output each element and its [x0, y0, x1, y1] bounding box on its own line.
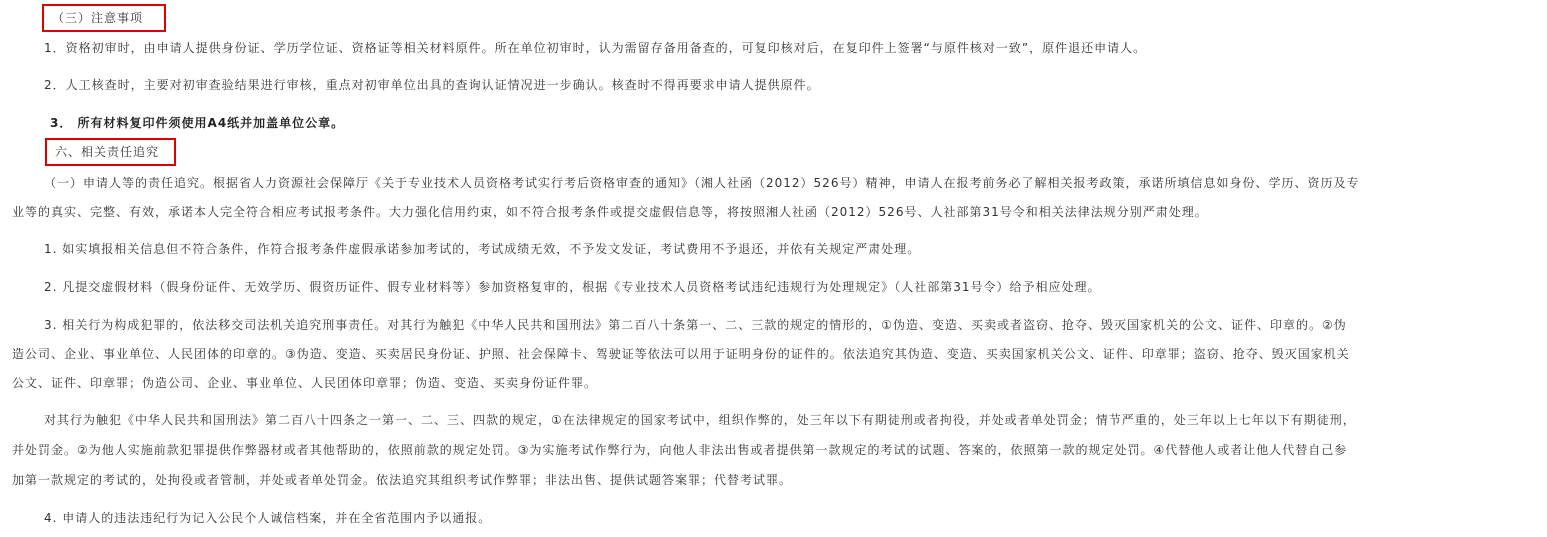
section-heading-notes: （三）注意事项 — [42, 4, 166, 32]
liability-item-3-line-1: 3. 相关行为构成犯罪的，依法移交司法机关追究刑事责任。对其行为触犯《中华人民共和国刑法》第二百八十条第一、二、三款的规定的情形的，①伪造、变造、买卖或者盗窃、抢夺、毁灭国家机关的公文、证件、印章的。②伪 — [44, 318, 1347, 332]
liability-paragraph-2-line-1: 对其行为触犯《中华人民共和国刑法》第二百八十四条之一第一、二、三、四款的规定，①在法律规定的国家考试中，组织作弊的，处三年以下有期徒刑或者拘役，并处或者单处罚金；情节严重的，处三年以上七年以下有期徒刑， — [44, 413, 1356, 427]
liability-paragraph-1-line-2: 业等的真实、完整、有效，承诺本人完全符合相应考试报考条件。大力强化信用约束，如不符合报考条件或提交虚假信息等，将按照湘人社函（2012）526号、人社部第31号令和相关法律法规分别严肃处理。 — [12, 205, 1208, 219]
liability-item-2: 2. 凡提交虚假材料（假身份证件、无效学历、假资历证件、假专业材料等）参加资格复审的，根据《专业技术人员资格考试违纪违规行为处理规定》（人社部第31号令）给予相应处理。 — [44, 280, 1101, 294]
section-heading-liability: 六、相关责任追究 — [45, 138, 176, 166]
notes-item-1: 1．资格初审时，由申请人提供身份证、学历学位证、资格证等相关材料原件。所在单位初审时，认为需留存备用备查的，可复印核对后，在复印件上签署“与原件核对一致”，原件退还申请人。 — [44, 41, 1147, 55]
notes-item-3: 3． 所有材料复印件须使用A4纸并加盖单位公章。 — [50, 116, 345, 130]
liability-paragraph-2-line-3: 加第一款规定的考试的，处拘役或者管制，并处或者单处罚金。依法追究其组织考试作弊罪；非法出售、提供试题答案罪；代替考试罪。 — [12, 473, 793, 487]
liability-item-1: 1. 如实填报相关信息但不符合条件，作符合报考条件虚假承诺参加考试的，考试成绩无效，不予发文发证，考试费用不予退还，并依有关规定严肃处理。 — [44, 242, 921, 256]
liability-paragraph-2-line-2: 并处罚金。②为他人实施前款犯罪提供作弊器材或者其他帮助的，依照前款的规定处罚。③为实施考试作弊行为，向他人非法出售或者提供第一款规定的考试的试题、答案的，依照第一款的规定处罚。④代替他人或者让他人代替自己参 — [12, 443, 1348, 457]
liability-item-3-line-2: 造公司、企业、事业单位、人民团体的印章的。③伪造、变造、买卖居民身份证、护照、社会保障卡、驾驶证等依法可以用于证明身份的证件的。依法追究其伪造、变造、买卖国家机关公文、证件、印章罪；盗窃、抢夺、毁灭国家机关 — [12, 347, 1350, 361]
liability-paragraph-1-line-1: （一）申请人等的责任追究。根据省人力资源社会保障厅《关于专业技术人员资格考试实行考后资格审查的通知》（湘人社函（2012）526号）精神，申请人在报考前务必了解相关报考政策，承诺所填信息如身份、学历、资历及专 — [44, 176, 1360, 190]
notes-item-2: 2．人工核查时，主要对初审查验结果进行审核，重点对初审单位出具的查询认证情况进一步确认。核查时不得再要求申请人提供原件。 — [44, 78, 820, 92]
liability-item-3-line-3: 公文、证件、印章罪；伪造公司、企业、事业单位、人民团体印章罪；伪造、变造、买卖身份证件罪。 — [12, 376, 598, 390]
liability-item-4: 4. 申请人的违法违纪行为记入公民个人诚信档案，并在全省范围内予以通报。 — [44, 511, 492, 525]
